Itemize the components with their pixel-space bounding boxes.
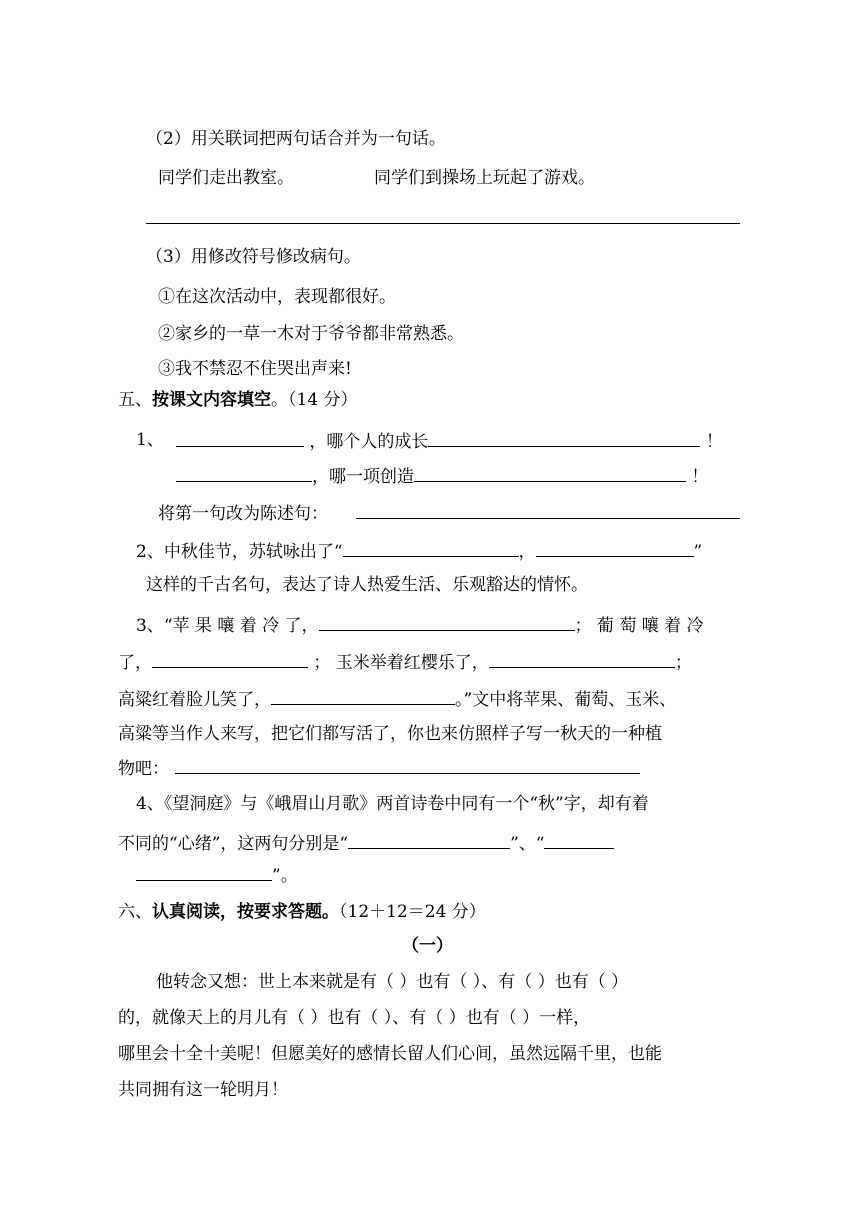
- blank[interactable]: [176, 463, 312, 482]
- text: ”。: [272, 866, 298, 886]
- item3-sentence-1: ①在这次活动中，表现都很好。: [158, 287, 396, 307]
- item3-sentence-2: ②家乡的一草一木对于爷爷都非常熟悉。: [158, 324, 464, 344]
- text: ，哪个人的成长: [309, 432, 429, 452]
- text: ”、“: [510, 834, 545, 854]
- blank[interactable]: [428, 428, 700, 447]
- item3-sentence-3: ③我不禁忍不住哭出声来!: [158, 359, 352, 379]
- item2-title: （2）用关联词把两句话合并为一句话。: [146, 129, 446, 149]
- blank[interactable]: [343, 538, 519, 557]
- text: ； 葡 萄 嚷 着 冷: [574, 616, 704, 636]
- item2-answer-line[interactable]: [146, 223, 740, 224]
- item2-sentence-a: 同学们走出教室。: [158, 168, 294, 188]
- q5-item1-line3: [158, 502, 328, 526]
- q5-item3-line1: [136, 612, 704, 638]
- q5-item3-line4: 高粱等当作人来写，把它们都写活了，你也来仿照样子写一秋天的一种植: [118, 724, 662, 744]
- text: ！: [691, 467, 709, 487]
- reading-paragraph-line2: 的，就像天上的月儿有（ ）也有（ ）、有（ ）也有（ ）一样，: [118, 1008, 591, 1028]
- text: 了，: [118, 653, 152, 673]
- blank[interactable]: [271, 686, 455, 705]
- text: 2、中秋佳节，苏轼咏出了“: [136, 542, 343, 562]
- text: 。”文中将苹果、葡萄、玉米、: [455, 690, 677, 710]
- section5-title: 按课文内容填空: [152, 390, 271, 410]
- reading-paragraph-line1: 他转念又想：世上本来就是有（ ）也有（ ）、有（ ）也有（ ）: [156, 972, 629, 992]
- q5-item1-line1: [176, 428, 723, 454]
- q5-item2-line2: 这样的千古名句，表达了诗人热爱生活、乐观豁达的情怀。: [146, 575, 588, 595]
- blank[interactable]: [536, 538, 694, 557]
- blank[interactable]: [175, 773, 640, 774]
- blank[interactable]: [319, 612, 575, 631]
- q5-item3-line5: [118, 757, 169, 781]
- text: ，: [518, 542, 536, 562]
- text: 高粱红着脸儿笑了，: [118, 690, 271, 710]
- q5-item4-line1: 4、《望洞庭》与《峨眉山月歌》两首诗卷中同有一个“秋”字，却有着: [136, 794, 649, 814]
- item2-sentence-b: 同学们到操场上玩起了游戏。: [374, 168, 595, 188]
- text: 3、“苹 果 嚷 着 冷 了，: [136, 616, 319, 636]
- q5-item2-line1: [136, 538, 702, 564]
- section6-number: 六、: [118, 902, 152, 922]
- reading-paragraph-line3: 哪里会十全十美呢！但愿美好的感情长留人们心间，虽然远隔千里，也能: [118, 1044, 662, 1064]
- blank[interactable]: [414, 463, 686, 482]
- text: ”: [693, 542, 703, 562]
- section5-heading: [118, 388, 358, 412]
- blank[interactable]: [489, 649, 675, 668]
- item3-title: （3）用修改符号修改病句。: [146, 247, 361, 267]
- section6-title: 认真阅读，按要求答题。: [152, 902, 339, 922]
- text: ；: [674, 653, 692, 673]
- section5-score: 。（14 分）: [271, 390, 358, 410]
- text: ，哪一项创造: [312, 467, 414, 487]
- reading-section-label: （一）: [402, 936, 453, 956]
- blank[interactable]: [356, 518, 740, 519]
- text: ！: [705, 432, 723, 452]
- reading-paragraph-line4: 共同拥有这一轮明月！: [118, 1080, 288, 1100]
- blank[interactable]: [176, 428, 304, 447]
- q5-item3-line3: [118, 686, 676, 712]
- q5-item4-line2: [118, 830, 614, 856]
- text: 不同的“心绪”，这两句分别是“: [118, 834, 349, 854]
- section6-score: （12＋12＝24 分）: [339, 902, 486, 922]
- blank[interactable]: [544, 830, 614, 849]
- q5-item4-line3: [136, 862, 298, 888]
- blank[interactable]: [136, 862, 272, 881]
- q5-item1-line2: [176, 463, 708, 489]
- blank[interactable]: [152, 649, 308, 668]
- q5-item1-number: 1、: [136, 430, 164, 450]
- text: ； 玉米举着红樱乐了，: [313, 653, 489, 673]
- section6-heading: [118, 900, 486, 924]
- text: 将第一句改为陈述句：: [158, 504, 328, 524]
- q5-item3-line2: [118, 649, 692, 675]
- section5-number: 五、: [118, 390, 152, 410]
- blank[interactable]: [348, 830, 510, 849]
- text: 物吧：: [118, 759, 169, 779]
